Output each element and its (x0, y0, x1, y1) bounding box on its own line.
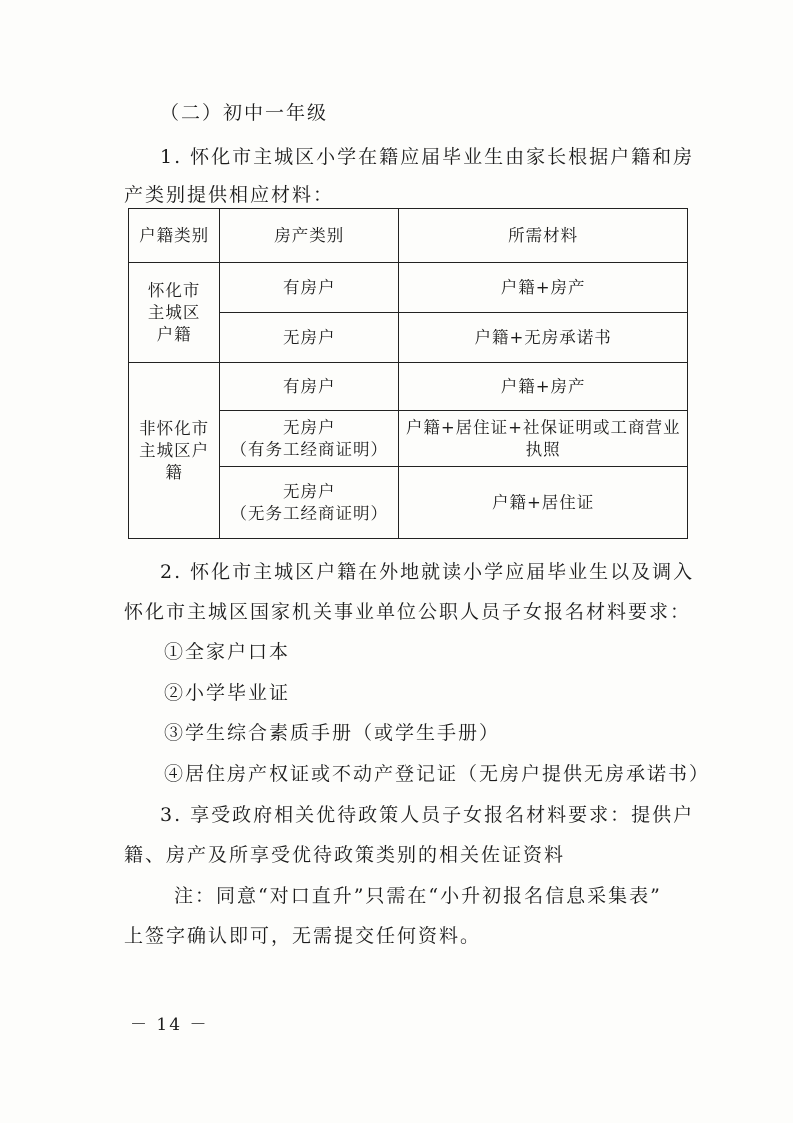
cell-property (220, 411, 399, 467)
group1-label-line: 怀化市 (147, 280, 201, 300)
page-number: － 14 － (130, 1015, 209, 1035)
cell-property-line: （无务工经商证明） (230, 503, 388, 523)
item2-line1: 2. 怀化市主城区户籍在外地就读小学应届毕业生以及调入 (160, 561, 695, 583)
group2-label-line: 主城区户 (139, 440, 210, 460)
header-materials: 所需材料 (399, 209, 688, 263)
cell-property: 无房户 (220, 313, 399, 363)
cell-property: 有房户 (220, 363, 399, 411)
cell-materials-line: 执照 (525, 439, 561, 459)
group2-label (129, 363, 220, 539)
group1-label-line: 主城区 (147, 302, 201, 322)
header-property: 房产类别 (220, 209, 399, 263)
item2-line2: 怀化市主城区国家机关事业单位公职人员子女报名材料要求： (124, 601, 692, 623)
table-row (129, 363, 688, 411)
materials-table (128, 208, 688, 539)
list-item: ④居住房产权证或不动产登记证（无房户提供无房承诺书） (164, 763, 711, 785)
item3-line2: 籍、房产及所享受优待政策类别的相关佐证资料 (124, 844, 566, 866)
item1-line2: 产类别提供相应材料： (124, 184, 335, 206)
item1-line1: 1. 怀化市主城区小学在籍应届毕业生由家长根据户籍和房 (160, 146, 695, 168)
cell-materials: 户籍+房产 (399, 363, 688, 411)
cell-materials-line: 户籍+居住证+社保证明或工商营业 (405, 417, 681, 437)
group1-label (129, 263, 220, 363)
header-household: 户籍类别 (129, 209, 220, 263)
cell-materials: 户籍+房产 (399, 263, 688, 313)
cell-materials: 户籍+无房承诺书 (399, 313, 688, 363)
list-item: ③学生综合素质手册（或学生手册） (164, 722, 501, 744)
cell-materials (399, 411, 688, 467)
table-row (129, 263, 688, 313)
table-header-row (129, 209, 688, 263)
note-line2: 上签字确认即可，无需提交任何资料。 (124, 925, 482, 947)
cell-property-line: 无房户 (282, 417, 336, 437)
group1-label-line: 户籍 (156, 324, 192, 344)
cell-property: 有房户 (220, 263, 399, 313)
section-heading: （二）初中一年级 (160, 102, 329, 124)
cell-property (220, 467, 399, 539)
cell-materials: 户籍+居住证 (399, 467, 688, 539)
list-item: ②小学毕业证 (164, 682, 291, 704)
cell-property-line: 无房户 (282, 481, 336, 501)
list-item: ①全家户口本 (164, 641, 291, 663)
group2-label-line: 籍 (165, 462, 183, 482)
item3-line1: 3. 享受政府相关优待政策人员子女报名材料要求：提供户 (160, 804, 695, 826)
group2-label-line: 非怀化市 (139, 418, 210, 438)
note-line1: 注：同意“对口直升”只需在“小升初报名信息采集表” (174, 885, 662, 907)
cell-property-line: （有务工经商证明） (230, 439, 388, 459)
